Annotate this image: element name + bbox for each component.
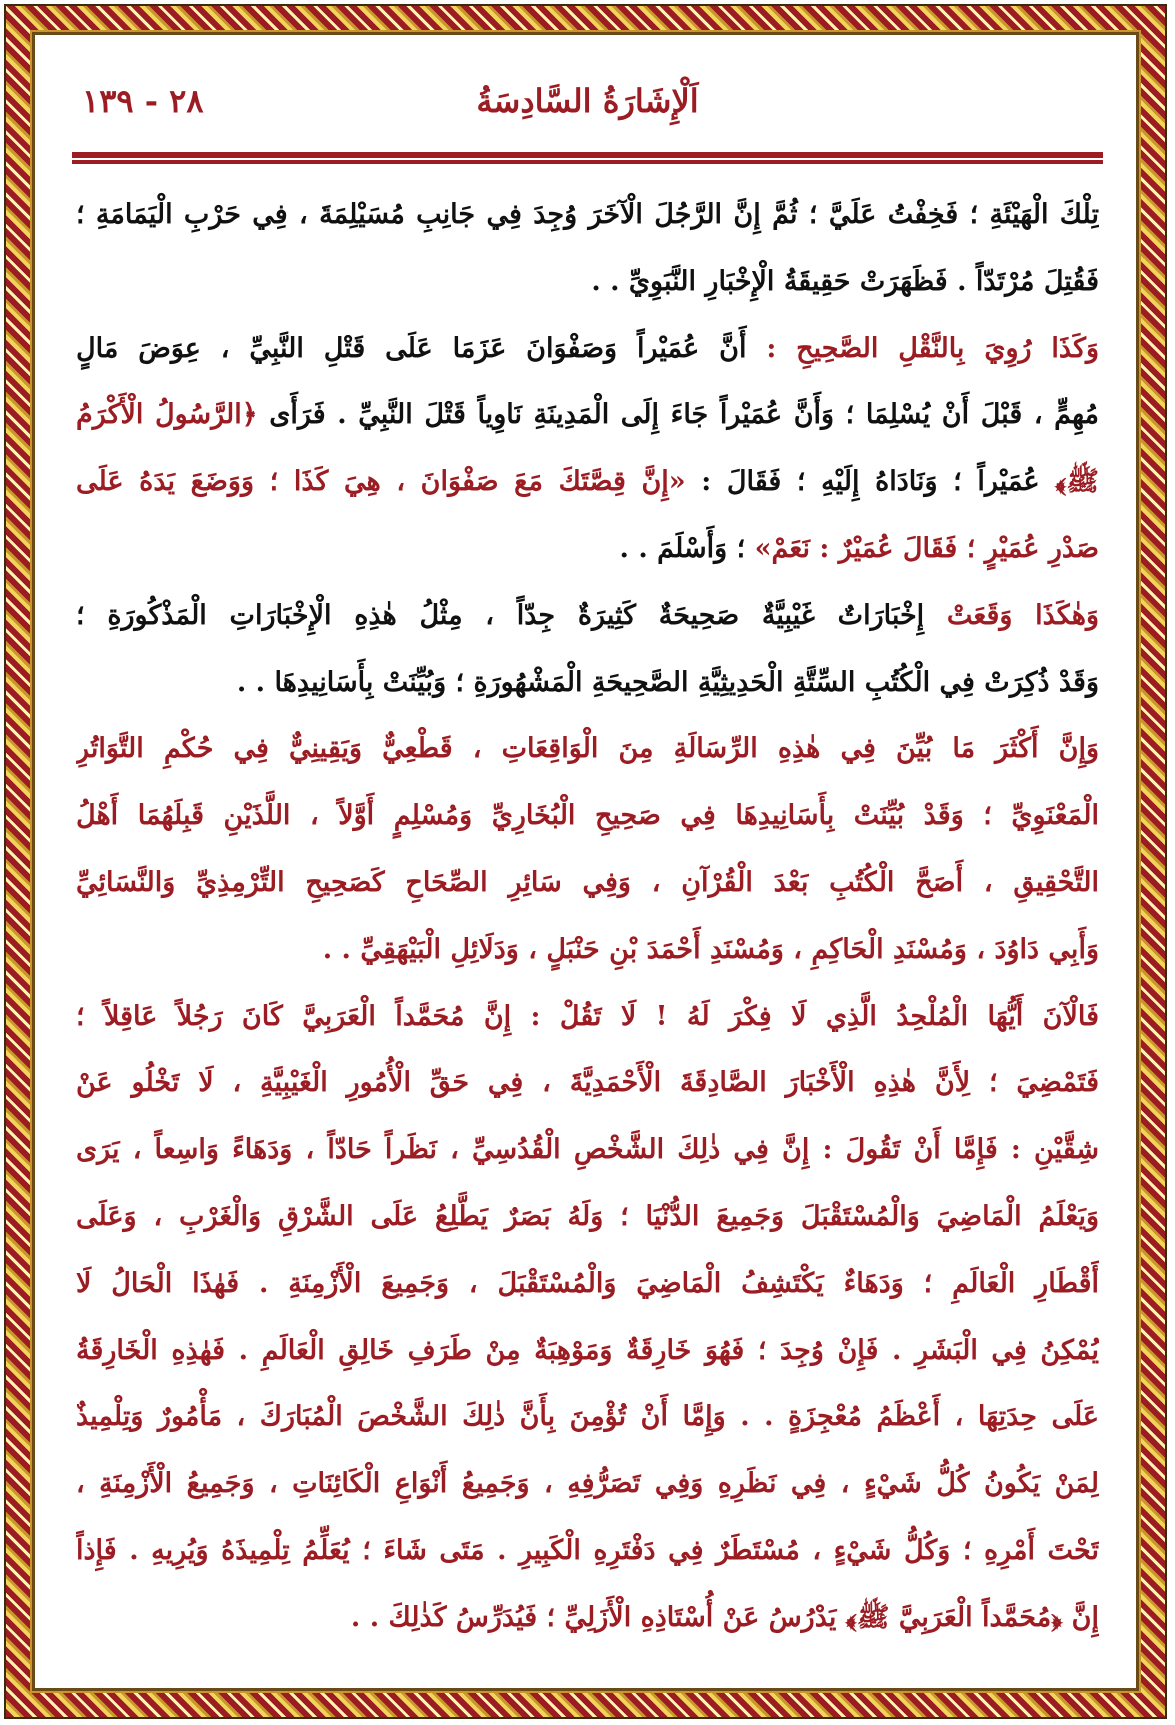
- page-header: [72, 82, 1103, 132]
- text-line: [76, 1321, 1099, 1388]
- body-text: مُهِمٍّ ، قَبْلَ أَنْ يُسْلِمَا ؛ وَأَنَّ عُمَيْراً جَاءَ إِلَى الْمَدِينَةِ نَاوِياً قَتْلَ النَّبِيِّ . فَرَأَى: [257, 399, 1099, 431]
- highlighted-text: شِقَّيْنِ : فَإِمَّا أَنْ تَقُولَ : إِنَّ فِي ذٰلِكَ الشَّخْصِ الْقُدُسِيِّ ، نَظَراً حَادّاً ، وَدَهَاءً وَاسِعاً ، يَرَى: [76, 1134, 1099, 1166]
- highlighted-text: لِمَنْ يَكُونُ كُلُّ شَيْءٍ ، فِي نَظَرِهِ وَفِي تَصَرُّفِهِ ، وَجَمِيعُ أَنْوَاعِ الْكَائِنَاتِ ، وَجَمِيعُ الْأَزْمِنَةِ ،: [76, 1468, 1099, 1500]
- highlighted-text: وَكَذَا رُوِيَ بِالنَّقْلِ الصَّحِيحِ :: [746, 332, 1099, 364]
- highlighted-text: تَحْتَ أَمْرِهِ ؛ وَكُلُّ شَيْءٍ ، مُسْتَطَرٌ فِي دَفْتَرِهِ الْكَبِيرِ . مَتَى شَاءَ ؛ يُعَلِّمُ تِلْمِيذَهُ وَيُرِيهِ . فَإِذاً: [76, 1534, 1099, 1566]
- page-number: ٢٨ - ١٣٩: [82, 82, 204, 120]
- body-text: إِخْبَارَاتٌ غَيْبِيَّةٌ صَحِيحَةٌ كَثِيرَةٌ جِدّاً ، مِثْلُ هٰذِهِ الْإِخْبَارَاتِ الْمَذْكُورَةِ ؛: [76, 599, 925, 631]
- text-line: [76, 1387, 1099, 1454]
- highlighted-text: ﷺ﴾: [1039, 466, 1099, 498]
- highlighted-text: عَلَى حِدَتِهَا ، أَعْظَمُ مُعْجِزَةٍ . . وَإِمَّا أَنْ تُؤْمِنَ بِأَنَّ ذٰلِكَ الشَّخْصَ الْمُبَارَكَ ، مَأْمُورٌ وَتِلْمِيذٌ: [76, 1401, 1099, 1433]
- text-line: [76, 185, 1099, 252]
- body-text: أَنَّ عُمَيْراً وَصَفْوَانَ عَزَمَا عَلَى قَتْلِ النَّبِيِّ ، عِوَضَ مَالٍ: [76, 332, 747, 364]
- text-line: [76, 1053, 1099, 1120]
- highlighted-text: صَدْرِ عُمَيْرٍ ؛ فَقَالَ عُمَيْرٌ : نَعَمْ»: [745, 532, 1099, 564]
- text-line: [76, 1254, 1099, 1321]
- section-title: اَلْإِشَارَةُ السَّادِسَةُ: [476, 82, 699, 120]
- header-divider: [72, 152, 1103, 160]
- text-line: [76, 1120, 1099, 1187]
- highlighted-text: فَالْآنَ أَيُّهَا الْمُلْحِدُ الَّذِي لَا فِكْرَ لَهُ ! لَا تَقُلْ : إِنَّ مُحَمَّداً الْعَرَبِيَّ كَانَ رَجُلاً عَاقِلاً ؛: [76, 1000, 1099, 1032]
- highlighted-text: التَّحْقِيقِ ، أَصَحَّ الْكُتُبِ بَعْدَ الْقُرْآنِ ، وَفِي سَائِرِ الصِّحَاحِ كَصَحِيحِ التِّرْمِذِيِّ وَالنَّسَائِيِّ: [76, 866, 1099, 898]
- page-body-text: [76, 185, 1099, 1655]
- body-text: فَقُتِلَ مُرْتَدّاً . فَظَهَرَتْ حَقِيقَةُ الْإِخْبَارِ النَّبَوِيِّ . .: [591, 265, 1099, 297]
- highlighted-text: وَهٰكَذَا وَقَعَتْ: [924, 599, 1099, 631]
- text-line: [76, 853, 1099, 920]
- text-line: [76, 1588, 1099, 1655]
- body-text: وَقَدْ ذُكِرَتْ فِي الْكُتُبِ السِّتَّةِ الْحَدِيثِيَّةِ الصَّحِيحَةِ الْمَشْهُورَةِ ؛ وَبُيِّنَتْ بِأَسَانِيدِهَا . .: [236, 666, 1099, 698]
- body-text: عُمَيْراً ؛ وَنَادَاهُ إِلَيْهِ ؛ فَقَالَ :: [685, 466, 1040, 498]
- text-line: [76, 786, 1099, 853]
- text-line: [76, 519, 1099, 586]
- text-line: [76, 719, 1099, 786]
- text-line: [76, 920, 1099, 987]
- highlighted-text: وَيَعْلَمُ الْمَاضِيَ وَالْمُسْتَقْبَلَ وَجَمِيعَ الدُّنْيَا ؛ وَلَهُ بَصَرٌ يَطَّلِعُ عَلَى الشَّرْقِ وَالْغَرْبِ ، وَعَلَى: [76, 1200, 1099, 1232]
- text-line: [76, 452, 1099, 519]
- highlighted-text: إِنَّ ﴿مُحَمَّداً الْعَرَبِيَّ ﷺ﴾ يَدْرُسُ عَنْ أُسْتَاذِهِ الْأَزَلِيِّ ؛ فَيُدَرِّسُ كَذٰلِكَ . .: [350, 1601, 1099, 1633]
- highlighted-text: وَأَبِي دَاوُدَ ، وَمُسْنَدِ الْحَاكِمِ ، وَمُسْنَدِ أَحْمَدَ بْنِ حَنْبَلٍ ، وَدَلَائِلِ الْبَيْهَقِيِّ . .: [322, 933, 1099, 965]
- highlighted-text: فَتَمْضِيَ ؛ لِأَنَّ هٰذِهِ الْأَخْبَارَ الصَّادِقَةَ الْأَحْمَدِيَّةَ ، فِي حَقِّ الْأُمُورِ الْغَيْبِيَّةِ ، لَا تَخْلُو عَنْ: [76, 1067, 1099, 1099]
- body-text: تِلْكَ الْهَيْئَةِ ؛ فَخِفْتُ عَلَيَّ ؛ ثُمَّ إِنَّ الرَّجُلَ الْآخَرَ وُجِدَ فِي جَانِبِ مُسَيْلِمَةَ ، فِي حَرْبِ الْيَمَامَةِ ؛: [76, 199, 1099, 230]
- text-line: [76, 653, 1099, 720]
- text-line: [76, 385, 1099, 452]
- highlighted-text: «إِنَّ قِصَّتَكَ مَعَ صَفْوَانَ ، هِيَ كَذَا ؛ وَوَضَعَ يَدَهُ عَلَى: [76, 466, 686, 498]
- highlighted-text: يُمْكِنُ فِي الْبَشَرِ . فَإِنْ وُجِدَ ؛ فَهُوَ خَارِقَةٌ وَمَوْهِبَةٌ مِنْ طَرَفِ خَالِقِ الْعَالَمِ . فَهٰذِهِ الْخَارِقَةُ: [76, 1334, 1099, 1366]
- text-line: [76, 252, 1099, 319]
- text-line: [76, 1454, 1099, 1521]
- highlighted-text: أَقْطَارِ الْعَالَمِ ؛ وَدَهَاءٌ يَكْتَشِفُ الْمَاضِيَ وَالْمُسْتَقْبَلَ ، وَجَمِيعَ الْأَزْمِنَةِ . فَهٰذَا الْحَالُ لَا: [76, 1267, 1099, 1299]
- text-line: [76, 586, 1099, 653]
- body-text: ؛ وَأَسْلَمَ . .: [619, 532, 746, 564]
- text-line: [76, 319, 1099, 386]
- text-line: [76, 1187, 1099, 1254]
- highlighted-text: وَإِنَّ أَكْثَرَ مَا بُيِّنَ فِي هٰذِهِ الرِّسَالَةِ مِنَ الْوَاقِعَاتِ ، قَطْعِيٌّ وَيَقِينِيٌّ فِي حُكْمِ التَّوَاتُرِ: [76, 733, 1099, 765]
- text-line: [76, 987, 1099, 1054]
- text-line: [76, 1521, 1099, 1588]
- highlighted-text: الْمَعْنَوِيِّ ؛ وَقَدْ بُيِّنَتْ بِأَسَانِيدِهَا فِي صَحِيحِ الْبُخَارِيِّ وَمُسْلِمٍ أَوَّلاً ، اللَّذَيْنِ قَبِلَهُمَا أَهْلُ: [76, 800, 1099, 832]
- highlighted-text: ﴿الرَّسُولُ الْأَكْرَمُ: [76, 399, 258, 431]
